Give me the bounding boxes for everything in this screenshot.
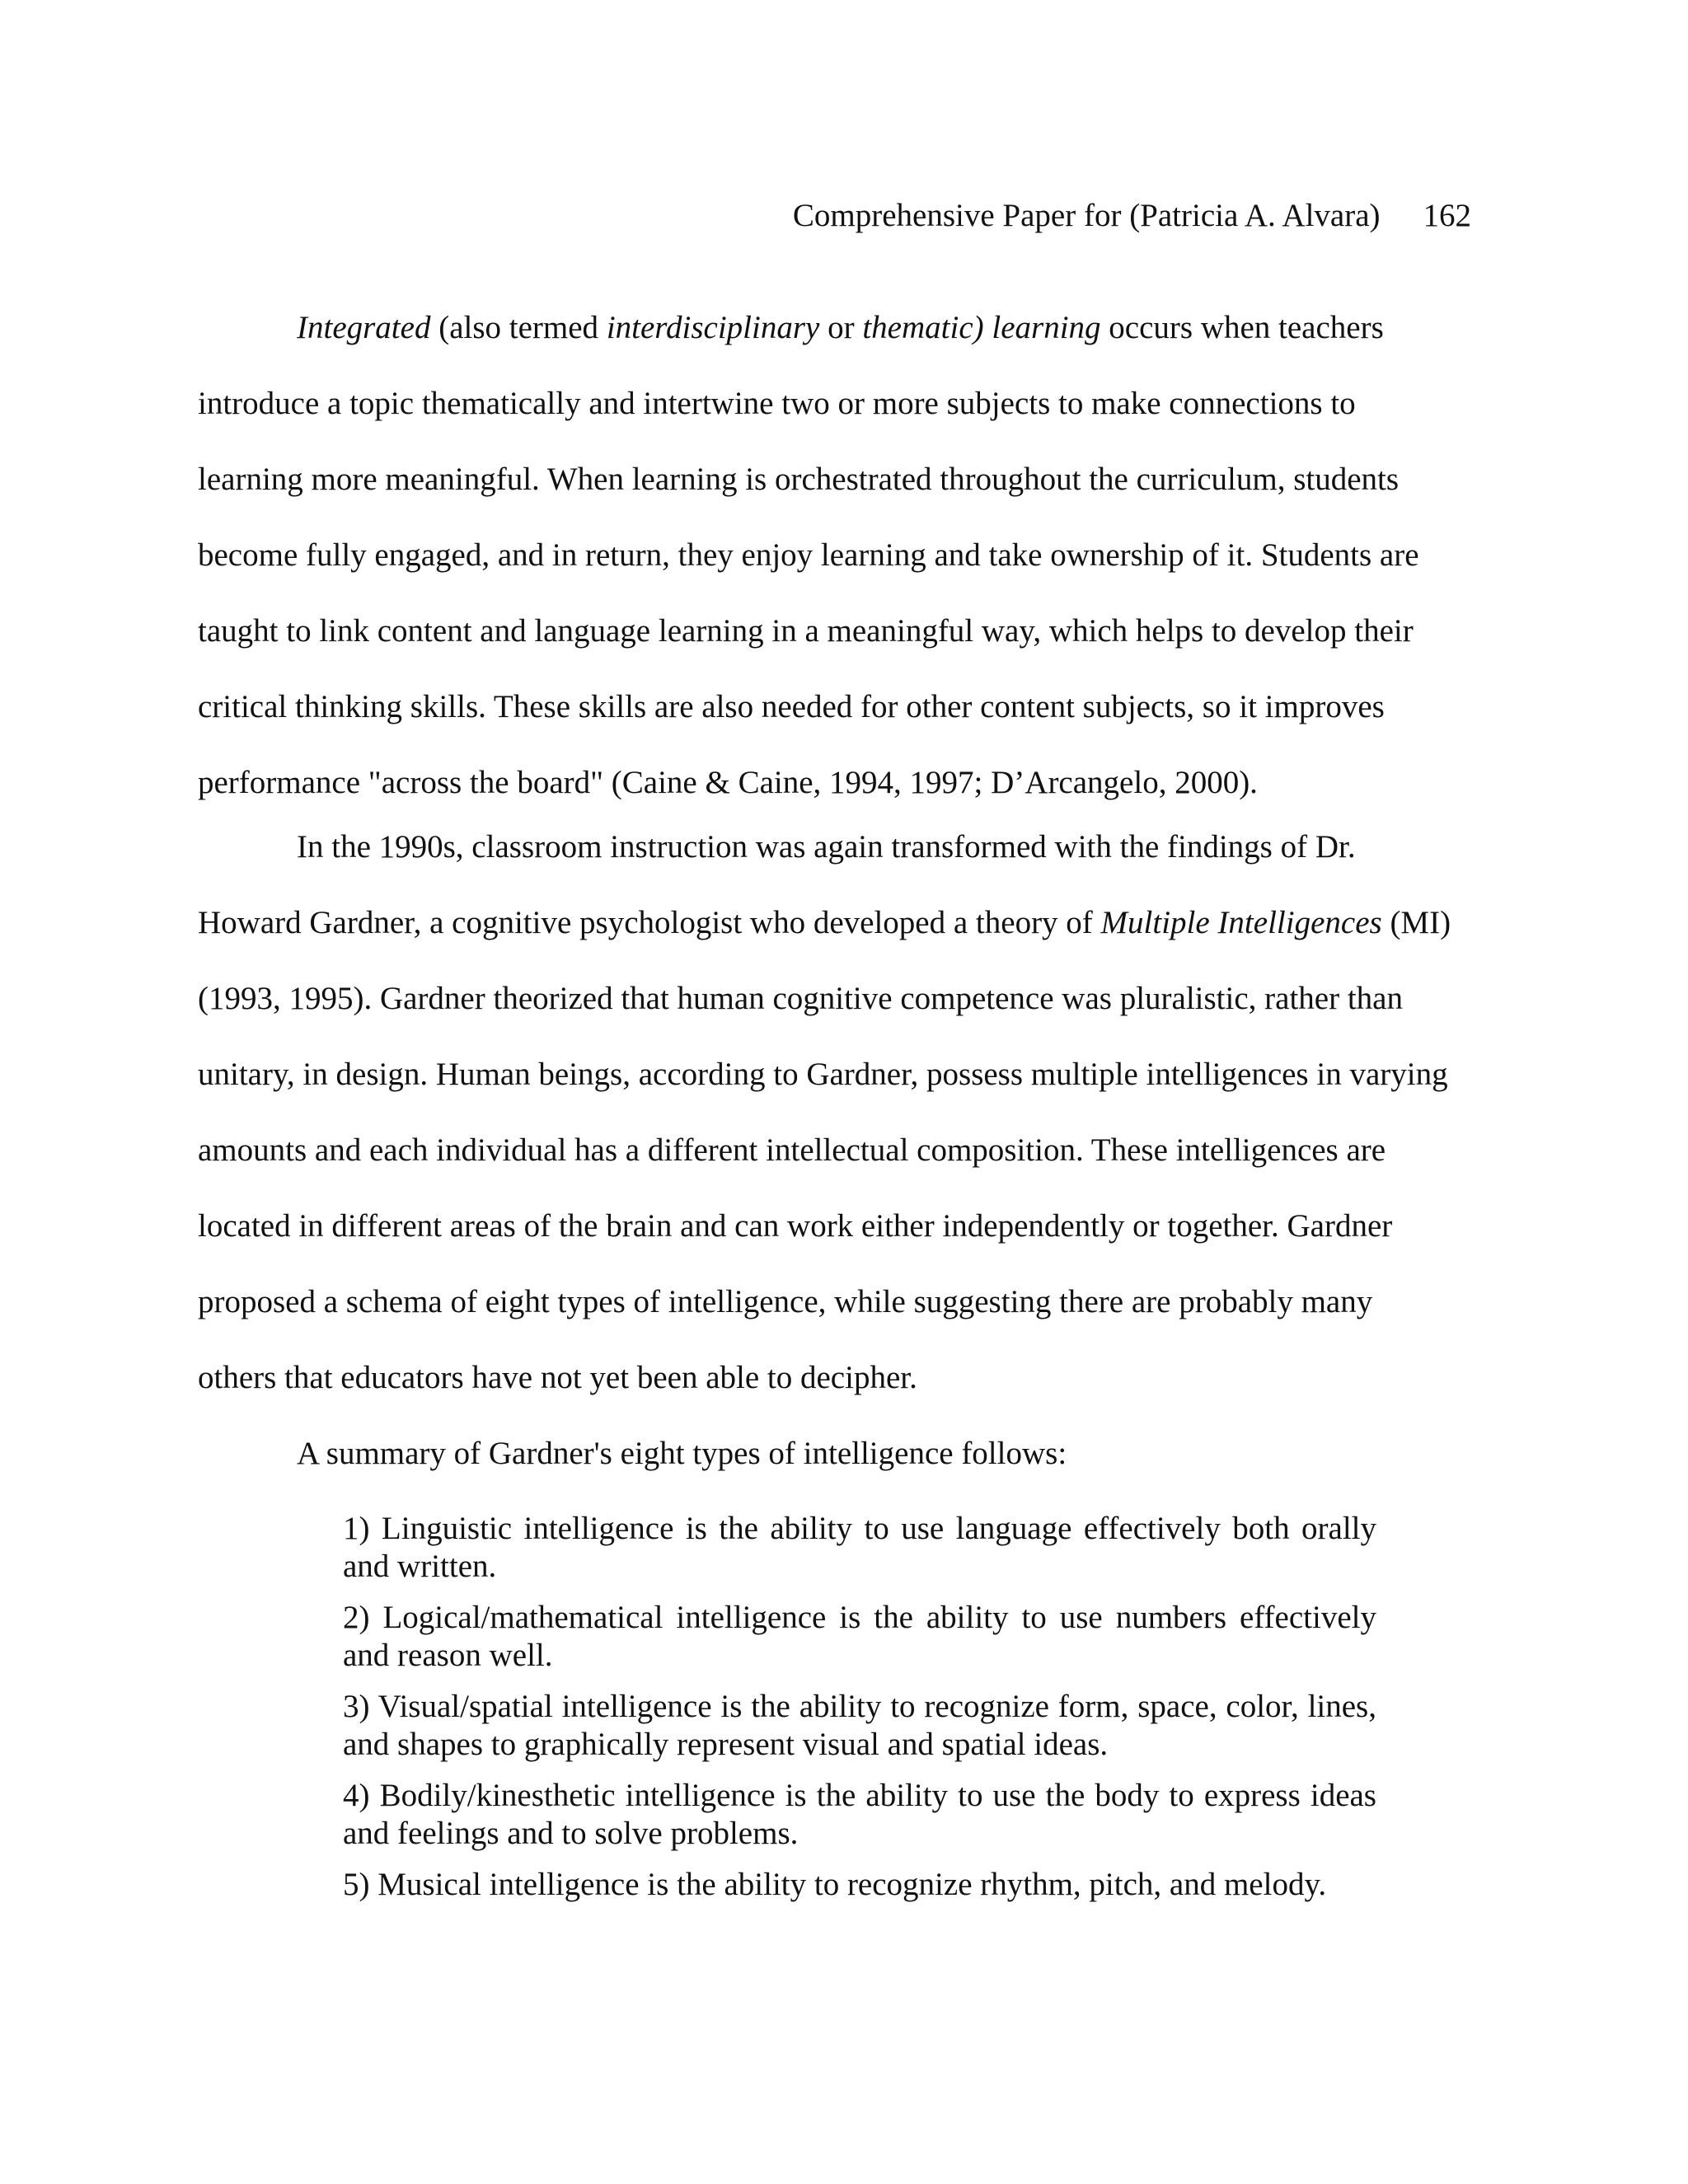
list-item: 2) Logical/mathematical intelligence is the ability to use numbers effectively and reason well. [343,1600,1376,1673]
paragraph-text: A summary of Gardner's eight types of intelligence follows: [297,1436,1067,1471]
paragraph-text [198,290,1459,821]
running-head [198,194,1471,237]
paragraph-multiple-intelligences [198,809,1459,1416]
text-run: In the 1990s, classroom instruction was again transformed with the findings of Dr. Howard Gardner, a cognitive psychologist who developed a theory of [198,829,1356,940]
paragraph-integrated-learning [198,290,1459,821]
text-run: or [819,310,863,345]
list-item: 3) Visual/spatial intelligence is the ability to recognize form, space, color, lines, and shapes to graphically represent visual and spatial ideas. [343,1689,1376,1762]
list-item: 1) Linguistic intelligence is the ability to use language effectively both orally and written. [343,1511,1376,1584]
text-run: (also termed [430,310,607,345]
text-run: occurs when teachers introduce a topic thematically and intertwine two or more subjects to make connections to learning more meaningful. When learning is orchestrated throughout the curriculum, students become fully engaged, and in return, they enjoy learning and take ownership of it. Students are taught to link content and language learning in a meaningful way, which helps to develop their critical thinking skills. These skills are also needed for other content subjects, so it improves performance "across the board" (Caine & Caine, 1994, 1997; D’Arcangelo, 2000). [198,310,1419,800]
list-item: 4) Bodily/kinesthetic intelligence is the ability to use the body to express ideas and feelings and to solve problems. [343,1778,1376,1851]
italic-term-thematic-learning: thematic) learning [862,310,1101,345]
intelligence-list [343,1510,1376,1917]
text-run: (MI) (1993, 1995). Gardner theorized that human cognitive competence was pluralistic, rather than unitary, in design. Human beings, according to Gardner, possess multiple intelligences in varying amounts and each individual has a different intellectual composition. These intelligences are located in different areas of the brain and can work either independently or together. Gardner proposed a schema of eight types of intelligence, while suggesting there are probably many others that educators have not yet been able to decipher. [198,905,1451,1395]
italic-term-multiple-intelligences: Multiple Intelligences [1100,905,1382,940]
running-head-title: Comprehensive Paper for (Patricia A. Alvara) [792,198,1381,233]
paragraph-text [198,809,1459,1416]
italic-term-interdisciplinary: interdisciplinary [606,310,820,345]
list-item: 5) Musical intelligence is the ability to recognize rhythm, pitch, and melody. [343,1867,1327,1902]
italic-term-integrated: Integrated [297,310,431,345]
page-number: 162 [1423,198,1471,233]
paragraph-summary-intro [198,1416,1459,1492]
